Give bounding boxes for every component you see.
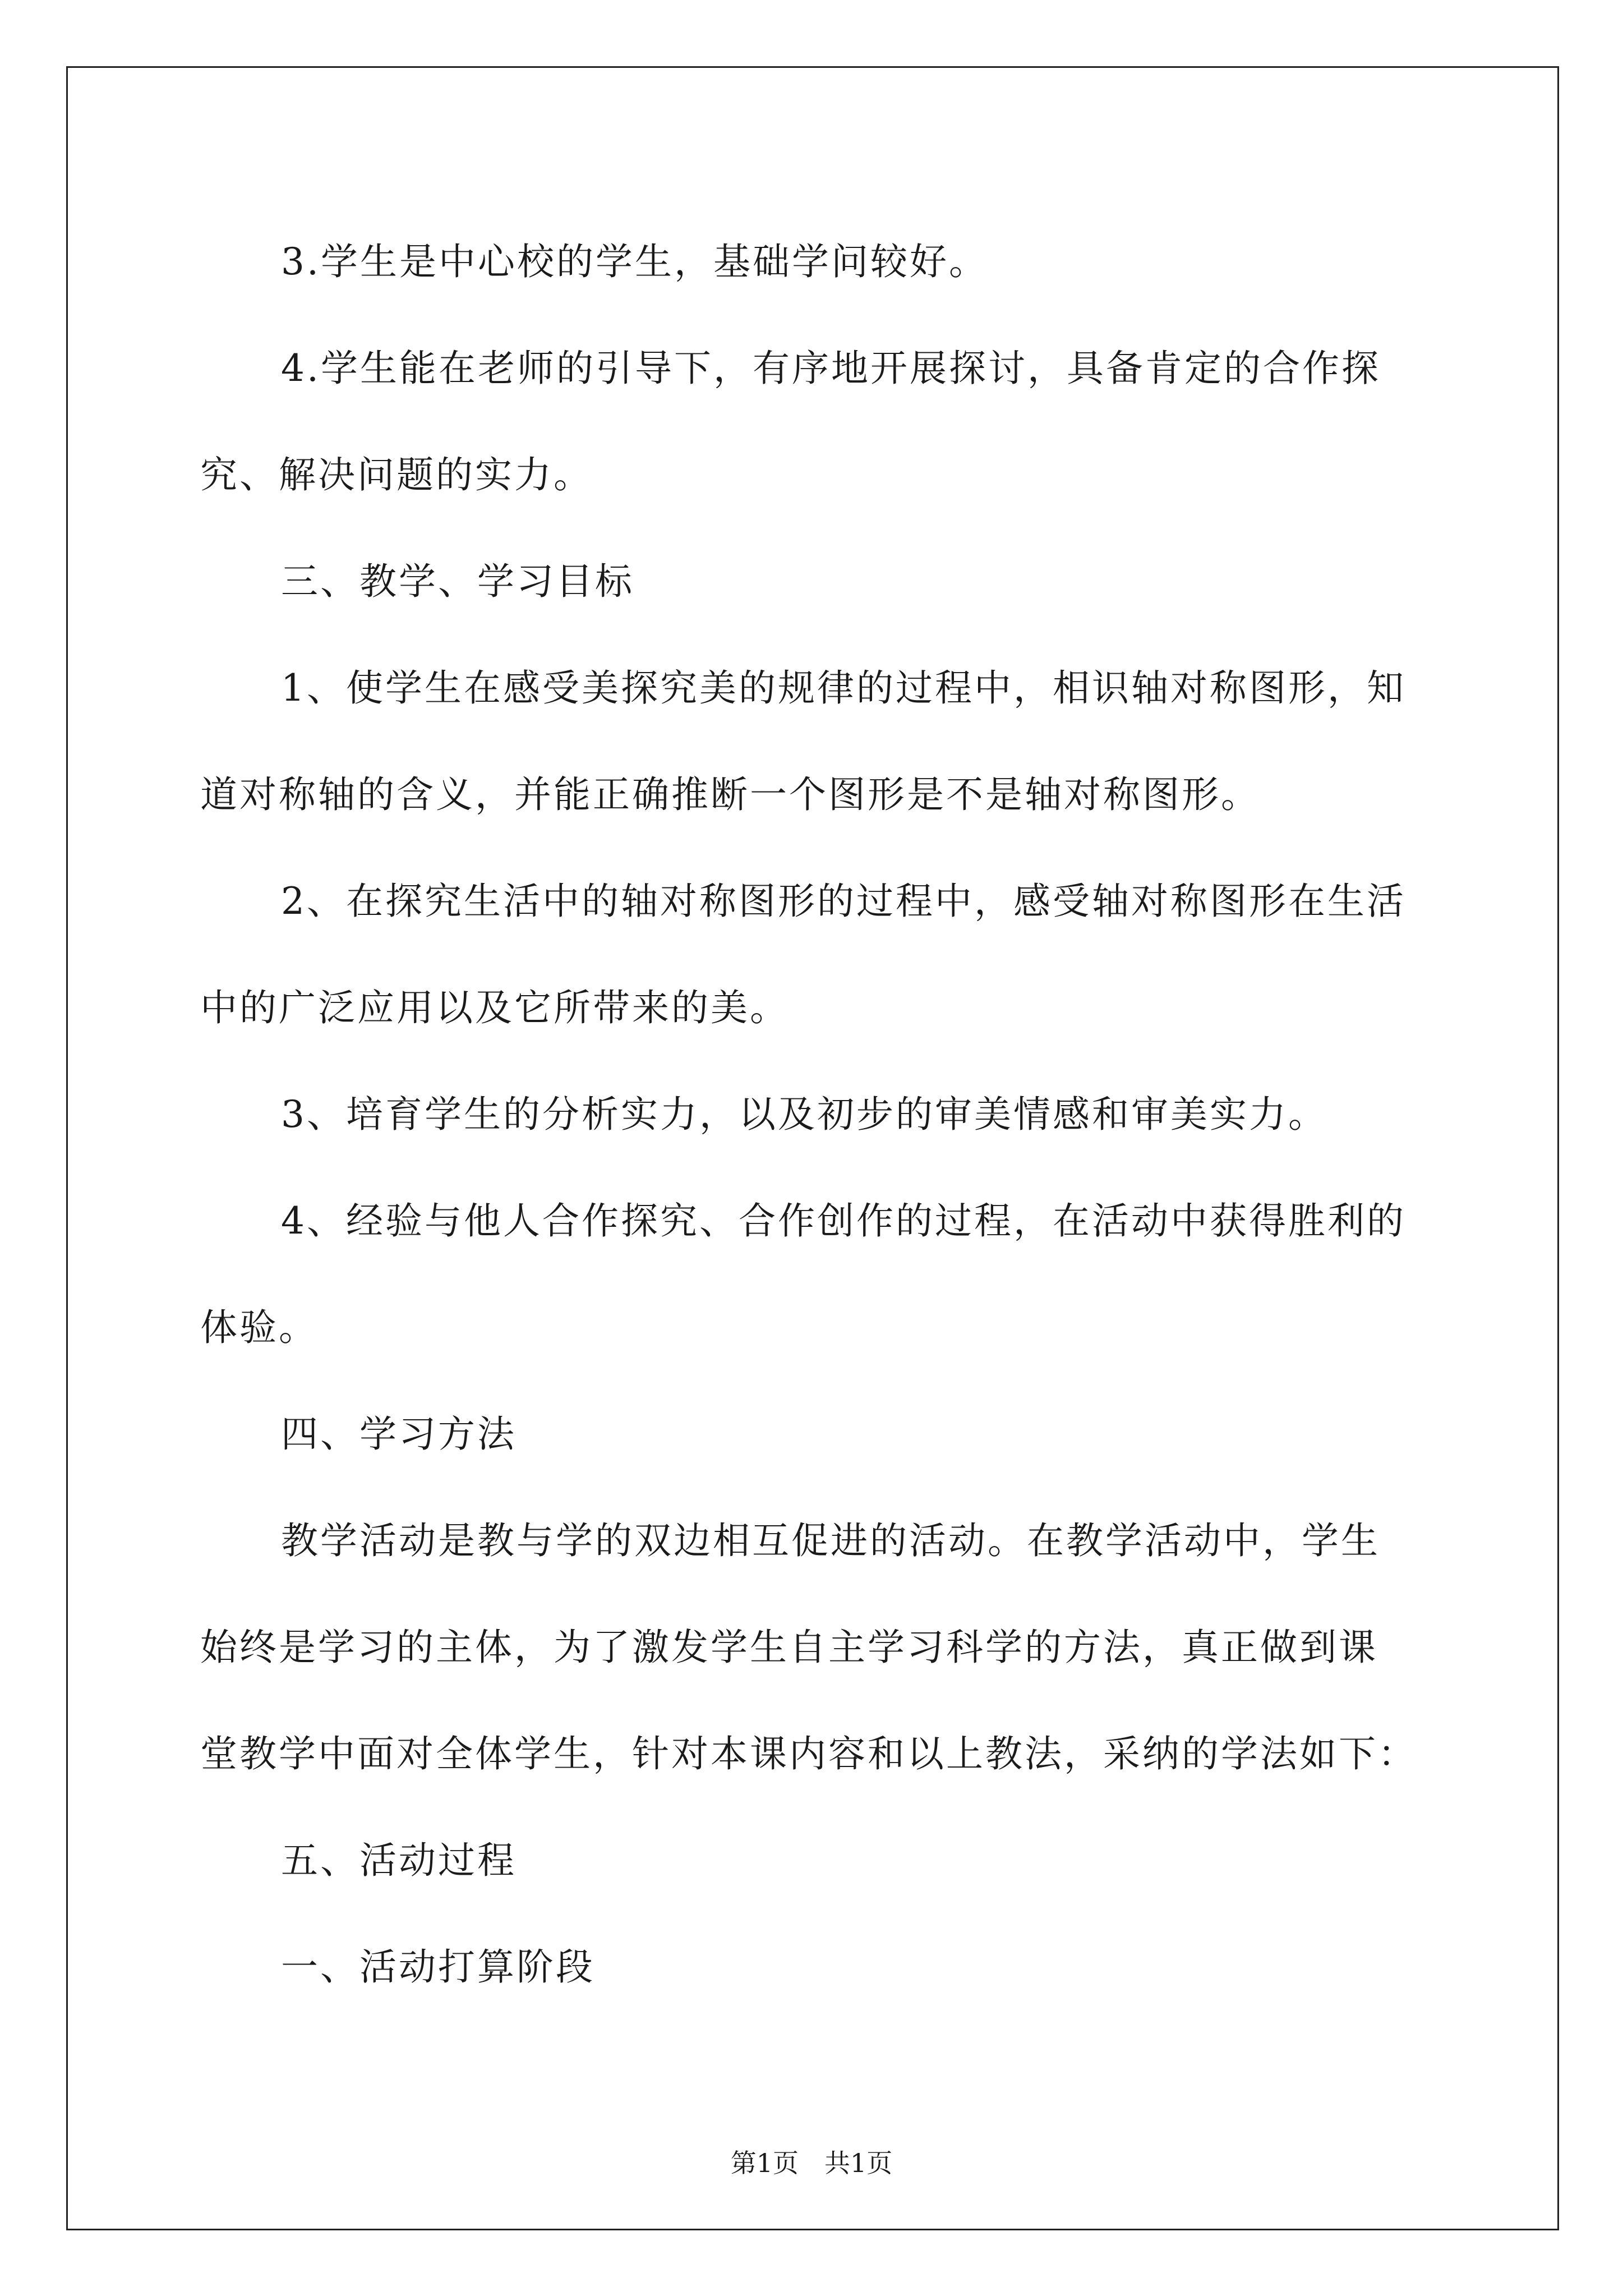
paragraph: [200, 315, 1431, 528]
paragraph: [200, 1488, 1431, 1807]
paragraph: [200, 1168, 1431, 1381]
page-footer: 第1页 共1页: [730, 2148, 893, 2178]
paragraph-line: 3、培育学生的分析实力，以及初步的审美情感和审美实力。: [281, 1093, 1327, 1136]
paragraph-line: 教学活动是教与学的双边相互促进的活动。在教学活动中，学生: [281, 1519, 1380, 1562]
paragraph-line: 究、解决问题的实力。: [200, 453, 593, 496]
section-heading: [200, 1381, 1431, 1488]
paragraph-line: 4.学生能在老师的引导下，有序地开展探讨，具备肯定的合作探: [281, 347, 1381, 390]
paragraph-line: 2、在探究生活中的轴对称图形的过程中，感受轴对称图形在生活: [281, 880, 1406, 923]
paragraph: [200, 635, 1431, 848]
paragraph: [200, 848, 1431, 1061]
paragraph-line: 堂教学中面对全体学生，针对本课内容和以上教法，采纳的学法如下：: [200, 1732, 1417, 1775]
heading-text: 五、活动过程: [281, 1839, 517, 1882]
paragraph-line: 始终是学习的主体，为了激发学生自主学习科学的方法，真正做到课: [200, 1626, 1378, 1669]
paragraph-line: 道对称轴的含义，并能正确推断一个图形是不是轴对称图形。: [200, 773, 1260, 816]
paragraph-line: 中的广泛应用以及它所带来的美。: [200, 986, 789, 1029]
paragraph: [200, 1061, 1431, 1168]
paragraph: [200, 209, 1431, 315]
section-heading: [200, 1807, 1431, 1914]
document-body: [200, 209, 1431, 2021]
paragraph-line: 体验。: [200, 1306, 318, 1349]
paragraph-line: 1、使学生在感受美探究美的规律的过程中，相识轴对称图形，知: [281, 666, 1406, 710]
heading-text: 一、活动打算阶段: [281, 1945, 595, 1989]
paragraph-line: 3.学生是中心校的学生，基础学问较好。: [281, 240, 988, 283]
heading-text: 三、教学、学习目标: [281, 560, 634, 603]
section-heading: [200, 528, 1431, 635]
heading-text: 四、学习方法: [281, 1412, 517, 1456]
section-heading: [200, 1914, 1431, 2021]
paragraph-line: 4、经验与他人合作探究、合作创作的过程，在活动中获得胜利的: [281, 1199, 1406, 1243]
